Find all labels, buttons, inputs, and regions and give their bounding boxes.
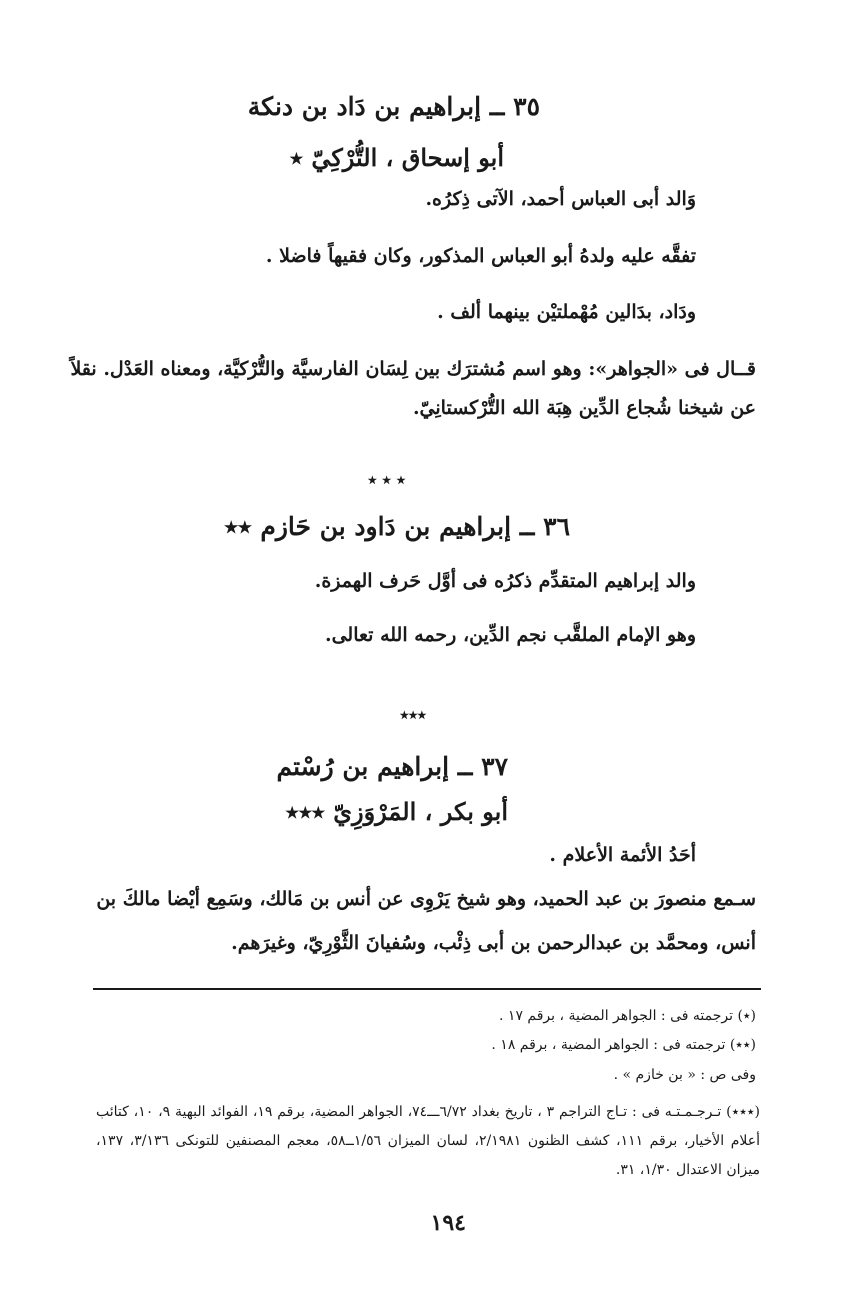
page-number: ١٩٤ — [430, 1210, 466, 1236]
entry-35-line-3: ودَاد، بدَالين مُهْملتيْن بينهما ألف . — [437, 301, 696, 323]
section-separator: ٭٭٭ — [400, 705, 427, 724]
entry-35-line-2: تفقَّه عليه ولدهُ أبو العباس المذكور، وكان فقيهاً فاضلا . — [265, 245, 696, 267]
entry-37-line-3: أنس، ومحمَّد بن عبدالرحمن بن أبى ذِئْب، وسُفيانَ الثَّوْرِيّ، وغيرَهم. — [231, 932, 756, 954]
footnote-1: (٭) ترجمته فى : الجواهر المضية ، برقم ١٧ . — [499, 1008, 756, 1024]
entry-37-heading: ٣٧ ــ إبراهيم بن رُسْتم — [276, 752, 508, 781]
entry-36-heading: ٣٦ ــ إبراهيم بن دَاود بن حَازم ٭٭ — [224, 512, 570, 541]
footnote-divider — [93, 988, 761, 990]
entry-35-heading: ٣٥ ــ إبراهيم بن دَاد بن دنكة — [247, 92, 540, 121]
footnote-3-line-1: (٭٭٭) تـرجـمـتـه فى : تـاج التراجم ٣ ، تاريخ بغداد ٦/٧٢ـــ٧٤، الجواهر المضية، برقم ١٩، الفوائد البهية ٩، ١٠، كتائب — [96, 1104, 760, 1120]
footnote-2: (٭٭) ترجمته فى : الجواهر المضية ، برقم ١٨ . — [491, 1037, 756, 1053]
footnote-2-note: وفى ص : « بن خازم » . — [613, 1067, 756, 1083]
entry-35-subheading: أبو إسحاق ، التُّرْكِيّ ٭ — [289, 143, 504, 172]
entry-35-line-5: عن شيخنا شُجاع الدِّين هِبَة الله التُّرْكستانِيّ. — [412, 397, 756, 419]
entry-36-line-1: والد إبراهيم المتقدِّم ذكرُه فى أوَّل حَرف الهمزة. — [314, 570, 696, 592]
entry-36-line-2: وهو الإمام الملقَّب نجم الدِّين، رحمه الله تعالى. — [324, 624, 696, 646]
entry-37-line-2: سـمع منصورَ بن عبد الحميد، وهو شيخ يَرْوِى عن أنس بن مَالك، وسَمِع أيْضا مالكَ بن — [96, 888, 756, 910]
footnote-3-line-3: ميزان الاعتدال ١/٣٠، ٣١. — [615, 1162, 760, 1178]
entry-37-subheading: أبو بكر ، المَرْوَزِيّ ٭٭٭ — [285, 797, 508, 826]
entry-35-line-4: قــال فى «الجواهر»: وهو اسم مُشترَك بين لِسَان الفارسيَّة والتُّرْكيَّة، ومعناه العَدْل. نقلاً — [70, 358, 756, 380]
entry-37-line-1: أحَدُ الأئمة الأعلام . — [549, 844, 696, 866]
section-separator: ٭ ٭ ٭ — [368, 470, 406, 489]
footnote-3-line-2: أعلام الأخيار، برقم ١١١، كشف الظنون ٢/١٩٨١، لسان الميزان ١/٥٦ــ٥٨، معجم المصنفين للتونكى ٣/١٣٦، ١٣٧، — [96, 1133, 761, 1149]
entry-35-line-1: وَالد أبى العباس أحمد، الآتى ذِكرُه. — [425, 188, 696, 210]
